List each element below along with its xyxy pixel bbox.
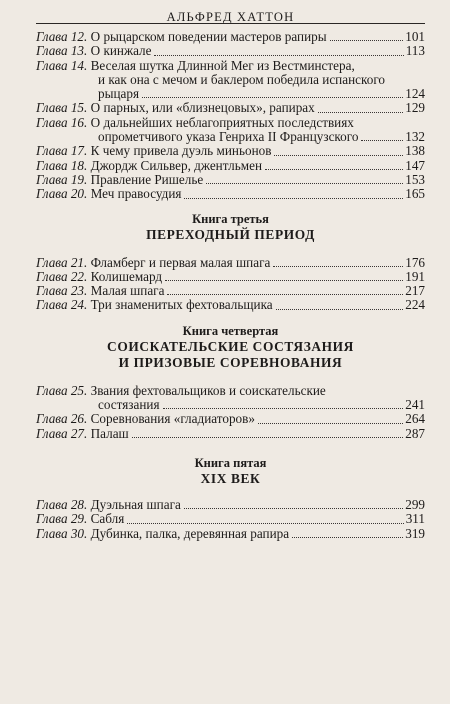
- toc-lead: [36, 427, 129, 441]
- chapter-label: Глава 13.: [36, 43, 88, 59]
- toc-entry: [36, 101, 425, 115]
- page-number: 124: [405, 86, 425, 102]
- toc-lead: [98, 130, 358, 144]
- page-number: 264: [405, 411, 425, 427]
- book4-title-line: СОИСКАТЕЛЬСКИЕ СОСТЯЗАНИЯ: [107, 338, 354, 354]
- book4-heading: [36, 323, 425, 371]
- toc-line: [36, 101, 425, 115]
- toc-entry: [36, 527, 425, 541]
- chapter-label: Глава 26.: [36, 411, 88, 427]
- toc-line: [36, 256, 425, 270]
- page-number: 311: [405, 511, 425, 527]
- toc-line: [36, 59, 425, 73]
- chapter-title: Дубинка, палка, деревянная рапира: [90, 525, 290, 541]
- toc-line: [36, 270, 425, 284]
- page-number: 138: [405, 143, 425, 159]
- dot-leader: [165, 280, 403, 281]
- toc-line: [36, 398, 425, 412]
- chapter-title: Дуэльная шпага: [90, 496, 181, 512]
- page-number: 319: [405, 525, 425, 541]
- toc-line: [36, 173, 425, 187]
- toc-lead: [36, 412, 255, 426]
- chapter-title: Малая шпага: [90, 283, 165, 299]
- toc-block-book5: [36, 498, 425, 541]
- toc-line: [36, 116, 425, 130]
- toc-lead: [36, 298, 273, 312]
- toc-lead: [36, 284, 164, 298]
- toc-entry: [36, 256, 425, 270]
- chapter-label: Глава 25.: [36, 382, 88, 398]
- page-number: 147: [405, 157, 425, 173]
- book3-heading: [36, 211, 425, 243]
- chapter-title: Палаш: [90, 425, 129, 441]
- chapter-title: Колишемард: [90, 268, 163, 284]
- chapter-label: Глава 12.: [36, 29, 88, 44]
- toc-entry: [36, 44, 425, 58]
- chapter-label: Глава 28.: [36, 496, 88, 512]
- chapter-title: О рыцарском поведении мастеров рапиры: [90, 29, 327, 44]
- toc-entry: [36, 159, 425, 173]
- chapter-title: Меч правосудия: [90, 186, 182, 202]
- book3-title-line: ПЕРЕХОДНЫЙ ПЕРИОД: [146, 226, 315, 242]
- toc-lead: [36, 256, 270, 270]
- page-number: 299: [405, 496, 425, 512]
- chapter-label: Глава 23.: [36, 283, 88, 299]
- page-number: 287: [405, 425, 425, 441]
- toc-line: [36, 284, 425, 298]
- dot-leader: [276, 309, 404, 310]
- page-number: 191: [405, 268, 425, 284]
- chapter-title: Фламберг и первая малая шпага: [90, 254, 271, 270]
- toc-block-top: [36, 30, 425, 202]
- dot-leader: [330, 40, 404, 41]
- toc-entry: [36, 30, 425, 44]
- toc-line: [36, 384, 425, 398]
- chapter-title: О парных, или «близнецовых», рапирах: [90, 100, 315, 116]
- book5-title-line: XIX ВЕК: [200, 470, 261, 486]
- toc-line: [36, 187, 425, 201]
- running-head: АЛЬФРЕД ХАТТОН: [36, 0, 425, 24]
- toc-lead: [36, 270, 162, 284]
- dot-leader: [258, 423, 403, 424]
- toc-lead: [36, 173, 203, 187]
- toc-entry: [36, 427, 425, 441]
- toc-entry: [36, 59, 425, 102]
- toc-entry: [36, 284, 425, 298]
- toc-entry: [36, 187, 425, 201]
- toc-lead: [98, 398, 160, 412]
- chapter-label: Глава 14.: [36, 57, 88, 73]
- toc-entry: [36, 512, 425, 526]
- toc-entry: [36, 173, 425, 187]
- page-number: 176: [405, 254, 425, 270]
- chapter-title: опрометчивого указа Генриха II Французского: [98, 129, 359, 145]
- toc-block-book3: [36, 256, 425, 313]
- page-number: 153: [405, 171, 425, 187]
- dot-leader: [132, 437, 404, 438]
- toc-entry: [36, 384, 425, 413]
- chapter-label: Глава 19.: [36, 171, 88, 187]
- chapter-label: Глава 22.: [36, 268, 88, 284]
- chapter-label: Глава 17.: [36, 143, 88, 159]
- chapter-title: состязания: [98, 397, 160, 413]
- book4-label: Книга четвертая: [182, 323, 279, 338]
- toc-lead: [36, 44, 151, 58]
- toc-entry: [36, 412, 425, 426]
- chapter-title: Веселая шутка Длинной Мег из Вестминстера,: [90, 57, 355, 73]
- chapter-label: Глава 27.: [36, 425, 88, 441]
- chapter-title: О дальнейших неблагоприятных последствиях: [90, 114, 354, 130]
- toc-block-book4: [36, 384, 425, 441]
- toc-line: [36, 427, 425, 441]
- toc-line: [36, 73, 425, 87]
- chapter-label: Глава 21.: [36, 254, 88, 270]
- toc-lead: [36, 512, 124, 526]
- toc-line: [36, 512, 425, 526]
- book4-title-line: И ПРИЗОВЫЕ СОРЕВНОВАНИЯ: [118, 354, 343, 370]
- page-number: 129: [405, 100, 425, 116]
- chapter-title: Звания фехтовальщиков и соискательские: [90, 382, 326, 398]
- toc-entry: [36, 498, 425, 512]
- toc-lead: [36, 144, 271, 158]
- dot-leader: [154, 55, 403, 56]
- toc-line: [36, 87, 425, 101]
- page-number: 217: [405, 283, 425, 299]
- chapter-title: и как она с мечом и баклером победила испанского: [98, 71, 385, 87]
- chapter-title: Три знаменитых фехтовальщика: [90, 297, 273, 313]
- chapter-label: Глава 18.: [36, 157, 88, 173]
- chapter-label: Глава 24.: [36, 297, 88, 313]
- dot-leader: [361, 140, 403, 141]
- toc-line: [36, 298, 425, 312]
- toc-entry: [36, 144, 425, 158]
- toc-lead: [36, 527, 289, 541]
- page-number: 165: [405, 186, 425, 202]
- chapter-title: Соревнования «гладиаторов»: [90, 411, 255, 427]
- page-number: 241: [405, 397, 425, 413]
- toc-lead: [98, 87, 139, 101]
- chapter-label: Глава 29.: [36, 511, 88, 527]
- toc-line: [36, 498, 425, 512]
- toc-lead: [36, 187, 181, 201]
- dot-leader: [265, 169, 403, 170]
- dot-leader: [273, 266, 403, 267]
- dot-leader: [127, 523, 403, 524]
- chapter-title: К чему привела дуэль миньонов: [90, 143, 272, 159]
- book5-heading: [36, 455, 425, 487]
- page-number: 113: [405, 43, 425, 59]
- chapter-title: Правление Ришелье: [90, 171, 204, 187]
- dot-leader: [167, 294, 403, 295]
- chapter-label: Глава 15.: [36, 100, 88, 116]
- toc-line: [36, 527, 425, 541]
- toc-lead: [36, 101, 315, 115]
- dot-leader: [184, 508, 403, 509]
- dot-leader: [318, 112, 403, 113]
- chapter-title: О кинжале: [90, 43, 152, 59]
- toc-line: [36, 412, 425, 426]
- book5-label: Книга пятая: [194, 455, 267, 470]
- dot-leader: [292, 537, 403, 538]
- chapter-label: Глава 16.: [36, 114, 88, 130]
- page-number: 132: [405, 129, 425, 145]
- page-number: 224: [405, 297, 425, 313]
- dot-leader: [274, 155, 403, 156]
- chapter-label: Глава 20.: [36, 186, 88, 202]
- toc-entry: [36, 270, 425, 284]
- toc-lead: [36, 159, 262, 173]
- toc-line: [36, 130, 425, 144]
- toc-entry: [36, 116, 425, 145]
- book3-label: Книга третья: [192, 211, 269, 226]
- dot-leader: [163, 408, 404, 409]
- dot-leader: [184, 198, 403, 199]
- toc-entry: [36, 298, 425, 312]
- dot-leader: [142, 97, 403, 98]
- page-number: 101: [405, 29, 425, 44]
- toc-lead: [36, 30, 327, 44]
- chapter-title: Джордж Сильвер, джентльмен: [90, 157, 263, 173]
- dot-leader: [206, 183, 403, 184]
- chapter-title: Сабля: [90, 511, 125, 527]
- chapter-label: Глава 30.: [36, 525, 88, 541]
- toc-line: [36, 30, 425, 44]
- chapter-title: рыцаря: [98, 86, 140, 102]
- toc-lead: [36, 498, 181, 512]
- toc-line: [36, 44, 425, 58]
- toc-line: [36, 144, 425, 158]
- toc-line: [36, 159, 425, 173]
